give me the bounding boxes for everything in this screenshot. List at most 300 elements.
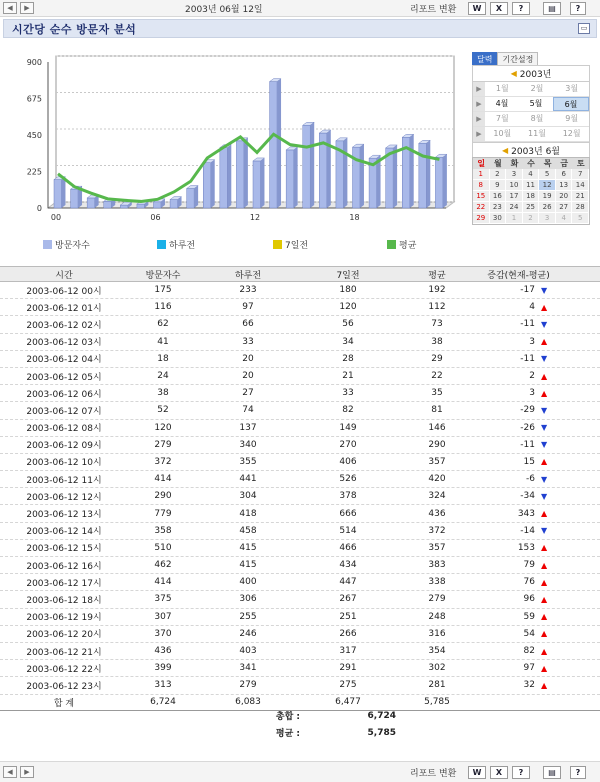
calendar-day[interactable]: 3 (506, 169, 523, 180)
calendar-day[interactable]: 22 (473, 202, 490, 213)
month-row (473, 97, 589, 112)
cell-prev-day: 304 (239, 491, 257, 502)
bar-visitors-side (194, 186, 198, 208)
increase-arrow-icon: ▲ (541, 577, 548, 587)
hourly-visitors-chart (0, 40, 470, 260)
cell-visitors: 290 (154, 491, 172, 502)
month-cell[interactable]: 7월 (495, 114, 509, 123)
cell-prev-week: 406 (339, 456, 357, 467)
legend-swatch-visitors (43, 240, 52, 249)
calendar-day[interactable]: 30 (490, 213, 507, 224)
cell-change: 54 (523, 628, 535, 639)
bar-visitors (54, 180, 61, 208)
increase-arrow-icon: ▲ (541, 594, 548, 604)
increase-arrow-icon: ▲ (541, 457, 548, 467)
calendar-week-row (473, 169, 589, 180)
calendar-day[interactable]: 1 (473, 169, 490, 180)
total-value: 6,083 (235, 697, 261, 707)
calendar-day[interactable]: 27 (556, 202, 573, 213)
month-cell[interactable]: 6월 (553, 97, 589, 111)
legend-swatch-prev-day (157, 240, 166, 249)
cell-average: 316 (428, 628, 446, 639)
header-prev-day: 하루전 (234, 270, 262, 281)
bar-visitors-side (277, 79, 281, 208)
header-average: 평균 (428, 270, 446, 281)
month-cell[interactable]: 2월 (530, 84, 544, 93)
bar-visitors (104, 201, 111, 208)
decrease-arrow-icon: ▼ (541, 474, 548, 484)
cell-visitors: 313 (154, 680, 172, 691)
increase-arrow-icon: ▲ (541, 388, 548, 398)
help-question-icon[interactable]: ? (512, 2, 530, 15)
decrease-arrow-icon: ▼ (541, 491, 548, 501)
cell-prev-day: 400 (239, 577, 257, 588)
report-date: 2003년 06월 12일 (185, 4, 263, 15)
cell-visitors: 52 (157, 405, 169, 416)
cell-time: 2003-06-12 05시 (26, 372, 102, 383)
bottom-toolbar (0, 761, 600, 782)
legend-item-visitors (43, 238, 90, 251)
cell-time: 2003-06-12 22시 (26, 664, 102, 675)
bar-visitors (220, 148, 227, 208)
calendar-day[interactable]: 4 (523, 169, 540, 180)
month-cell[interactable]: 8월 (530, 114, 544, 123)
cell-prev-day: 233 (239, 285, 257, 296)
calendar-day[interactable]: 1 (506, 213, 523, 224)
cell-visitors: 18 (157, 353, 169, 364)
help-icon[interactable]: ? (570, 2, 586, 15)
cell-prev-day: 27 (242, 388, 254, 399)
cell-prev-day: 246 (239, 628, 257, 639)
cell-time: 2003-06-12 15시 (26, 544, 102, 555)
weekday-label: 토 (572, 158, 589, 169)
total-value: 5,785 (424, 697, 450, 707)
cell-change: 4 (529, 302, 535, 313)
bar-visitors (253, 161, 260, 208)
month-cell[interactable]: 5월 (529, 99, 543, 108)
bar-visitors-side (310, 122, 314, 208)
bar-visitors (435, 157, 442, 208)
cell-prev-week: 82 (342, 405, 354, 416)
calendar-tabs (472, 52, 590, 65)
calendar-day[interactable]: 8 (473, 180, 490, 191)
tab-calendar[interactable]: 달력 (472, 52, 497, 65)
table-row (0, 437, 600, 454)
header-visitors: 방문자수 (145, 270, 181, 281)
cell-visitors: 358 (154, 525, 172, 536)
calendar-day[interactable]: 2 (523, 213, 540, 224)
cell-time: 2003-06-12 18시 (26, 595, 102, 606)
calendar-day[interactable]: 7 (572, 169, 589, 180)
cell-change: 32 (523, 680, 535, 691)
table-row (0, 557, 600, 574)
table-row (0, 471, 600, 488)
table-row (0, 334, 600, 351)
cell-prev-day: 20 (242, 371, 254, 382)
calendar-day[interactable]: 6 (556, 169, 573, 180)
calendar-day[interactable]: 17 (506, 191, 523, 202)
cell-visitors: 414 (154, 474, 172, 485)
header-prev-week: 7일전 (336, 270, 360, 281)
calendar-day[interactable]: 14 (572, 180, 589, 191)
calendar-day[interactable]: 16 (490, 191, 507, 202)
cell-prev-day: 74 (242, 405, 254, 416)
calendar-day[interactable]: 3 (539, 213, 556, 224)
month-cell[interactable]: 1월 (495, 84, 509, 93)
month-header-label: 2003년 6월 (511, 146, 561, 157)
cell-prev-day: 137 (239, 422, 257, 433)
printer-icon-bottom[interactable]: ▤ (543, 766, 561, 779)
increase-arrow-icon: ▲ (541, 560, 548, 570)
increase-arrow-icon: ▲ (541, 302, 548, 312)
cell-prev-week: 291 (339, 663, 357, 674)
increase-arrow-icon: ▲ (541, 680, 548, 690)
cell-visitors: 399 (154, 663, 172, 674)
word-icon[interactable]: W (468, 2, 486, 15)
table-row (0, 351, 600, 368)
cell-average: 281 (428, 680, 446, 691)
weekday-label: 금 (556, 158, 573, 169)
increase-arrow-icon: ▲ (541, 612, 548, 622)
bar-visitors (303, 125, 310, 208)
weekday-label: 월 (490, 158, 507, 169)
cell-visitors: 436 (154, 646, 172, 657)
hourly-stats-table (0, 266, 600, 711)
table-row (0, 402, 600, 419)
cell-average: 29 (431, 353, 443, 364)
bar-visitors-side (227, 145, 231, 208)
summary-average-label: 평균 : (275, 729, 300, 739)
cell-time: 2003-06-12 16시 (26, 561, 102, 572)
calendar-day[interactable]: 10 (506, 180, 523, 191)
cell-visitors: 24 (157, 371, 169, 382)
cell-time: 2003-06-12 23시 (26, 681, 102, 692)
bar-visitors (170, 200, 177, 208)
calendar-day[interactable]: 25 (523, 202, 540, 213)
cell-time: 2003-06-12 19시 (26, 613, 102, 624)
word-icon-bottom[interactable]: W (468, 766, 486, 779)
month-row-arrow-icon: ▶ (473, 112, 485, 126)
calendar-day[interactable]: 21 (572, 191, 589, 202)
cell-average: 357 (428, 456, 446, 467)
bar-visitors (270, 82, 277, 208)
calendar-day[interactable]: 4 (556, 213, 573, 224)
collapse-right-icon[interactable]: ▶ (20, 2, 34, 14)
cell-time: 2003-06-12 07시 (26, 406, 102, 417)
cell-time: 2003-06-12 20시 (26, 630, 102, 641)
cell-prev-week: 666 (339, 508, 357, 519)
cell-prev-day: 97 (242, 302, 254, 313)
legend-label-visitors: 방문자수 (55, 241, 90, 251)
cell-time: 2003-06-12 03시 (26, 338, 102, 349)
calendar-day[interactable]: 23 (490, 202, 507, 213)
legend-label-average: 평균 (399, 241, 417, 251)
bar-visitors-side (294, 147, 298, 208)
cell-prev-week: 266 (339, 628, 357, 639)
cell-prev-week: 33 (342, 388, 354, 399)
month-row (473, 82, 589, 97)
cell-time: 2003-06-12 00시 (26, 286, 102, 297)
cell-change: 153 (517, 542, 535, 553)
weekday-label: 목 (539, 158, 556, 169)
calendar-week-row (473, 213, 589, 224)
day-grid (472, 157, 590, 225)
legend-swatch-average (387, 240, 396, 249)
bar-visitors (120, 205, 127, 208)
bar-visitors-side (327, 130, 331, 208)
excel-icon-bottom[interactable]: X (490, 766, 508, 779)
increase-arrow-icon: ▲ (541, 629, 548, 639)
cell-prev-week: 270 (339, 439, 357, 450)
calendar-day[interactable]: 20 (556, 191, 573, 202)
cell-prev-week: 466 (339, 542, 357, 553)
calendar-panel (472, 52, 590, 225)
legend-item-prev-week (273, 238, 308, 251)
cell-prev-week: 56 (342, 319, 354, 330)
table-row (0, 316, 600, 333)
month-cell[interactable]: 9월 (565, 114, 579, 123)
cell-average: 324 (428, 491, 446, 502)
increase-arrow-icon: ▲ (541, 543, 548, 553)
bar-visitors-side (260, 158, 264, 208)
cell-average: 192 (428, 285, 446, 296)
y-tick-label: 450 (26, 131, 42, 140)
month-row-arrow-icon: ▶ (473, 127, 485, 141)
cell-change: -11 (520, 439, 535, 450)
month-cell[interactable]: 12월 (562, 129, 581, 138)
table-row (0, 488, 600, 505)
month-cell[interactable]: 11월 (528, 129, 546, 138)
bar-visitors (353, 147, 360, 208)
calendar-day[interactable]: 5 (539, 169, 556, 180)
calendar-day[interactable]: 29 (473, 213, 490, 224)
cell-change: -14 (520, 525, 535, 536)
cell-prev-day: 355 (239, 456, 257, 467)
cell-change: -26 (520, 422, 535, 433)
cell-average: 372 (428, 525, 446, 536)
prev-year-icon[interactable]: ◀ (510, 69, 517, 78)
cell-change: -17 (520, 285, 535, 296)
weekday-header-row (473, 158, 589, 169)
increase-arrow-icon: ▲ (541, 371, 548, 381)
calendar-day[interactable]: 24 (506, 202, 523, 213)
cell-average: 73 (431, 319, 443, 330)
bar-visitors-side (244, 138, 248, 208)
month-cell[interactable]: 10월 (493, 129, 512, 138)
cell-average: 112 (428, 302, 446, 313)
cell-prev-week: 149 (339, 422, 357, 433)
month-header (472, 143, 590, 157)
cell-visitors: 414 (154, 577, 172, 588)
calendar-day[interactable]: 13 (556, 180, 573, 191)
bar-visitors (187, 189, 194, 208)
cell-change: 3 (529, 336, 535, 347)
cell-change: 79 (523, 560, 535, 571)
table-header-row (0, 266, 600, 282)
bar-visitors-side (410, 134, 414, 208)
cell-average: 279 (428, 594, 446, 605)
legend-item-average (387, 238, 416, 251)
calendar-day[interactable]: 12 (539, 180, 556, 191)
cell-prev-week: 447 (339, 577, 357, 588)
month-cell[interactable]: 3월 (565, 84, 579, 93)
cell-prev-day: 415 (239, 560, 257, 571)
cell-time: 2003-06-12 04시 (26, 355, 102, 366)
help-question-icon-bottom[interactable]: ? (512, 766, 530, 779)
table-row (0, 454, 600, 471)
decrease-arrow-icon: ▼ (541, 319, 548, 329)
cell-average: 383 (428, 560, 446, 571)
cell-average: 338 (428, 577, 446, 588)
collapse-right-icon-bottom[interactable]: ▶ (20, 766, 34, 778)
cell-time: 2003-06-12 21시 (26, 647, 102, 658)
cell-average: 302 (428, 663, 446, 674)
month-row-arrow-icon: ▶ (473, 97, 485, 111)
cell-change: 3 (529, 388, 535, 399)
calendar-day[interactable]: 18 (523, 191, 540, 202)
cell-visitors: 510 (154, 542, 172, 553)
weekday-label: 화 (506, 158, 523, 169)
calendar-day[interactable]: 9 (490, 180, 507, 191)
table-row (0, 574, 600, 591)
bar-visitors-side (393, 145, 397, 208)
calendar-day[interactable]: 11 (523, 180, 540, 191)
cell-time: 2003-06-12 11시 (26, 475, 102, 486)
cell-visitors: 175 (154, 285, 172, 296)
cell-visitors: 38 (157, 388, 169, 399)
decrease-arrow-icon: ▼ (541, 526, 548, 536)
cell-visitors: 372 (154, 456, 172, 467)
increase-arrow-icon: ▲ (541, 509, 548, 519)
table-row (0, 540, 600, 557)
summary-total-row (0, 707, 600, 724)
tab-period-setting[interactable]: 기간설정 (497, 52, 538, 65)
table-row (0, 609, 600, 626)
summary-average-row (0, 724, 600, 741)
cell-prev-day: 415 (239, 542, 257, 553)
calendar-day[interactable]: 2 (490, 169, 507, 180)
cell-prev-day: 441 (239, 474, 257, 485)
table-row (0, 420, 600, 437)
collapse-left-icon-bottom[interactable]: ◀ (3, 766, 17, 778)
bar-visitors (286, 150, 293, 208)
cell-time: 2003-06-12 09시 (26, 441, 102, 452)
bar-visitors (87, 198, 94, 208)
cell-time: 2003-06-12 08시 (26, 424, 102, 435)
cell-visitors: 116 (154, 302, 172, 313)
table-row (0, 626, 600, 643)
cell-prev-week: 34 (342, 336, 354, 347)
cell-visitors: 462 (154, 560, 172, 571)
collapse-left-icon[interactable]: ◀ (3, 2, 17, 14)
month-cell[interactable]: 4월 (495, 99, 509, 108)
calendar-day[interactable]: 5 (572, 213, 589, 224)
excel-icon[interactable]: X (490, 2, 508, 15)
table-row (0, 505, 600, 522)
calendar-day[interactable]: 28 (572, 202, 589, 213)
calendar-week-row (473, 180, 589, 191)
legend-label-prev-day: 하루전 (169, 241, 196, 251)
cell-change: 2 (529, 371, 535, 382)
y-tick-label: 675 (26, 94, 42, 104)
top-toolbar (0, 0, 600, 17)
cell-time: 2003-06-12 10시 (26, 458, 102, 469)
cell-change: -34 (520, 491, 535, 502)
table-row (0, 385, 600, 402)
page-title-bar (3, 19, 597, 38)
cell-change: -6 (526, 474, 535, 485)
bar-visitors (137, 204, 144, 208)
increase-arrow-icon: ▲ (541, 646, 548, 656)
total-value: 6,477 (335, 697, 361, 707)
x-tick-label: 06 (150, 213, 161, 222)
prev-month-icon[interactable]: ◀ (501, 145, 509, 155)
cell-average: 146 (428, 422, 446, 433)
table-row (0, 591, 600, 608)
cell-prev-day: 255 (239, 611, 257, 622)
cell-time: 2003-06-12 01시 (26, 303, 102, 314)
cell-prev-week: 251 (339, 611, 357, 622)
calendar-day[interactable]: 26 (539, 202, 556, 213)
bar-visitors-side (443, 154, 447, 208)
month-row (473, 112, 589, 127)
table-row (0, 299, 600, 316)
cell-visitors: 62 (157, 319, 169, 330)
calendar-day[interactable]: 15 (473, 191, 490, 202)
total-value: 6,724 (150, 697, 176, 707)
x-tick-label: 18 (349, 213, 360, 222)
cell-change: -29 (520, 405, 535, 416)
cell-change: 96 (523, 594, 535, 605)
cell-prev-week: 28 (342, 353, 354, 364)
weekday-label: 일 (473, 158, 490, 169)
cell-prev-day: 20 (242, 353, 254, 364)
summary-total-label: 총합 : (275, 712, 300, 722)
bar-visitors (71, 189, 78, 208)
summary-total-value: 6,724 (367, 710, 396, 721)
cell-average: 38 (431, 336, 443, 347)
cell-average: 81 (431, 405, 443, 416)
y-tick-label: 900 (26, 58, 42, 67)
printer-icon[interactable]: ▤ (543, 2, 561, 15)
total-label: 합 계 (53, 698, 75, 709)
y-tick-label: 225 (26, 167, 42, 177)
cell-time: 2003-06-12 06시 (26, 389, 102, 400)
cell-time: 2003-06-12 13시 (26, 510, 102, 521)
cell-prev-week: 120 (339, 302, 357, 313)
cell-prev-week: 514 (339, 525, 357, 536)
cell-average: 436 (428, 508, 446, 519)
decrease-arrow-icon: ▼ (541, 285, 548, 295)
calendar-week-row (473, 202, 589, 213)
cell-prev-week: 434 (339, 560, 357, 571)
weekday-label: 수 (523, 158, 540, 169)
calendar-day[interactable]: 19 (539, 191, 556, 202)
cell-prev-day: 418 (239, 508, 257, 519)
cell-change: 82 (523, 646, 535, 657)
y-tick-label: 0 (36, 204, 42, 213)
cell-visitors: 307 (154, 611, 172, 622)
bar-visitors-side (343, 138, 347, 208)
help-icon-bottom[interactable]: ? (570, 766, 586, 779)
cell-average: 248 (428, 611, 446, 622)
cell-prev-week: 317 (339, 646, 357, 657)
table-row (0, 643, 600, 660)
month-row-arrow-icon: ▶ (473, 82, 485, 96)
cell-prev-day: 458 (239, 525, 257, 536)
cell-change: 59 (523, 611, 535, 622)
window-icon[interactable]: ▭ (578, 23, 590, 34)
